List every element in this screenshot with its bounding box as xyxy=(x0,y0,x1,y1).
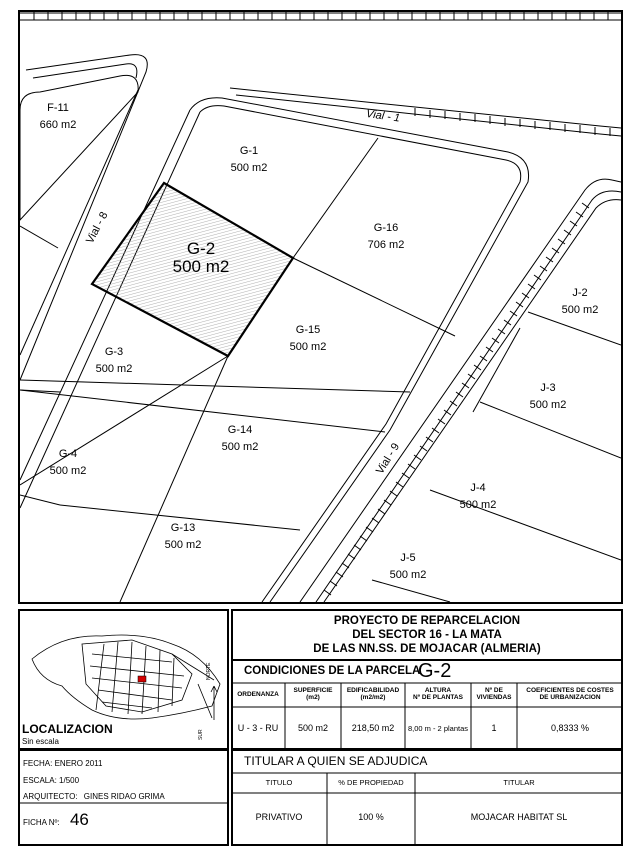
parcel-id: G-3 xyxy=(104,346,124,358)
conditions-parcel-id: G-2 xyxy=(418,660,452,682)
parcel-id: G-14 xyxy=(227,424,253,436)
parcel-area: 500 m2 xyxy=(561,304,599,316)
project-title xyxy=(231,614,623,656)
location-marker xyxy=(138,676,146,682)
conditions-value-ordenanza: U - 3 - RU xyxy=(237,722,279,733)
info-arquitecto-value: GINES RIDAO GRIMA xyxy=(83,792,165,801)
location-subtitle: Sin escala xyxy=(22,737,59,746)
parcel-area: 500 m2 xyxy=(164,539,202,551)
street-label-vial-9: Vial - 9 xyxy=(374,441,403,477)
parcel-area: 706 m2 xyxy=(367,239,405,251)
highlight-parcel-id: G-2 xyxy=(186,239,216,258)
conditions-value-edificabilidad: 218,50 m2 xyxy=(351,722,395,733)
parcel-id: J-3 xyxy=(540,382,556,394)
parcel-label-g15 xyxy=(286,322,330,356)
info-ficha-label: FICHA Nº: xyxy=(23,818,60,827)
conditions-header-viviendas: Nº DE VIVIENDAS xyxy=(476,687,512,701)
kerb-top xyxy=(20,12,621,20)
parcel-label-j3 xyxy=(526,380,570,414)
project-line-1: PROYECTO DE REPARCELACION xyxy=(333,615,521,627)
titular-heading: TITULAR A QUIEN SE ADJUDICA xyxy=(244,754,428,768)
titular-header-titulo: TITULO xyxy=(265,778,293,788)
parcel-label-g3 xyxy=(92,344,136,378)
info-escala-value: 1/500 xyxy=(59,776,80,785)
parcel-id: G-13 xyxy=(170,522,196,534)
parcel-id: J-4 xyxy=(470,482,486,494)
parcel-label-g4 xyxy=(46,446,90,480)
info-arquitecto-label: ARQUITECTO: xyxy=(23,792,78,801)
titular-header-titular: TITULAR xyxy=(503,778,535,788)
info-arquitecto xyxy=(23,792,165,801)
conditions-header-ordenanza: ORDENANZA xyxy=(237,690,279,698)
parcel-area: 500 m2 xyxy=(49,465,87,477)
parcel-label-g14 xyxy=(218,422,262,456)
info-fecha xyxy=(23,759,102,768)
parcel-label-g1 xyxy=(227,143,271,177)
conditions-header-edificabilidad: EDIFICABILIDAD (m2/m2) xyxy=(346,687,400,701)
conditions-value-viviendas: 1 xyxy=(491,722,497,733)
parcel-area: 500 m2 xyxy=(389,569,427,581)
info-fecha-value: ENERO 2011 xyxy=(54,759,103,768)
conditions-header-altura: ALTURA Nº DE PLANTAS xyxy=(413,687,463,701)
conditions-header-superficie: SUPERFICIE (m2) xyxy=(293,687,333,701)
titular-value-titulo: PRIVATIVO xyxy=(255,812,303,823)
parcel-area: 500 m2 xyxy=(529,399,567,411)
conditions-label: CONDICIONES DE LA PARCELA xyxy=(244,665,421,677)
parcel-label-j4 xyxy=(456,480,500,514)
parcel-id: G-15 xyxy=(295,324,321,336)
info-fecha-label: FECHA: xyxy=(23,759,53,768)
titular-value-titular: MOJACAR HABITAT SL xyxy=(470,812,568,823)
parcel-id: G-4 xyxy=(58,448,78,460)
location-title: LOCALIZACION xyxy=(22,722,113,736)
project-line-2: DEL SECTOR 16 - LA MATA xyxy=(352,629,502,641)
parcel-id: F-11 xyxy=(47,102,69,114)
parcel-id: J-2 xyxy=(572,287,588,299)
street-label-vial-8: Vial - 8 xyxy=(84,209,111,246)
north-label: NORTE xyxy=(206,662,212,680)
parcel-label-j2 xyxy=(558,285,602,319)
titular-value-propiedad: 100 % xyxy=(358,812,384,823)
parcel-id: J-5 xyxy=(400,552,416,564)
conditions-value-altura: 8,00 m - 2 plantas xyxy=(407,723,469,733)
conditions-header-coeficientes: COEFICIENTES DE COSTES DE URBANIZACION xyxy=(526,687,614,701)
north-arrow-icon xyxy=(211,686,217,720)
conditions-value-superficie: 500 m2 xyxy=(297,722,329,733)
project-line-3: DE LAS NN.SS. DE MOJACAR (ALMERIA) xyxy=(313,643,541,655)
highlight-parcel-label xyxy=(156,240,246,276)
parcel-area: 500 m2 xyxy=(459,499,497,511)
highlight-parcel-area: 500 m2 xyxy=(172,257,230,276)
location-map xyxy=(22,614,226,724)
vial-1-edges xyxy=(230,88,621,136)
south-label: SUR xyxy=(198,729,204,740)
titular-header-propiedad: % DE PROPIEDAD xyxy=(338,778,404,788)
parcel-map xyxy=(20,12,621,602)
info-ficha-value: 46 xyxy=(69,810,89,829)
conditions-value-coeficientes: 0,8333 % xyxy=(550,722,590,733)
parcel-area: 500 m2 xyxy=(230,162,268,174)
info-escala-label: ESCALA: xyxy=(23,776,57,785)
parcel-label-j5 xyxy=(386,550,430,584)
parcel-area: 500 m2 xyxy=(95,363,133,375)
parcel-area: 500 m2 xyxy=(289,341,327,353)
parcel-area: 660 m2 xyxy=(39,119,77,131)
parcel-label-g13 xyxy=(161,520,205,554)
street-label-vial-1: Vial - 1 xyxy=(365,108,401,125)
parcel-id: G-16 xyxy=(373,222,399,234)
parcel-id: G-1 xyxy=(239,145,259,157)
info-ficha xyxy=(23,810,89,833)
parcel-label-f11 xyxy=(38,100,78,134)
info-escala xyxy=(23,776,79,785)
parcel-area: 500 m2 xyxy=(221,441,259,453)
parcel-label-g16 xyxy=(364,220,408,254)
